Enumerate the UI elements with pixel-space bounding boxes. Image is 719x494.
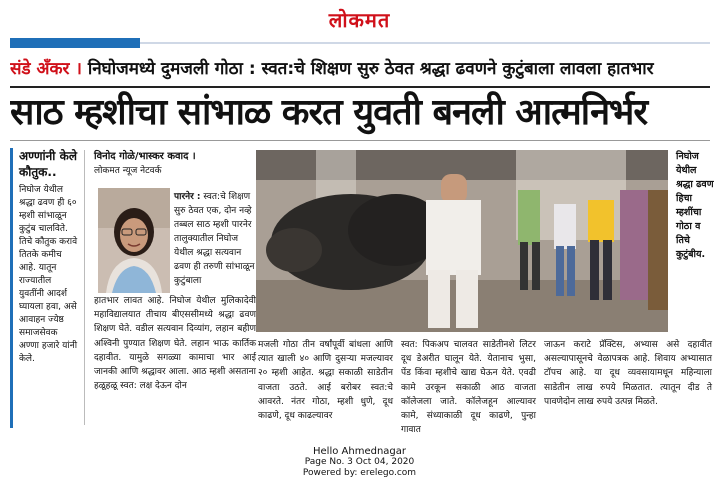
headline-rule-bottom bbox=[10, 140, 710, 141]
article-column-2: मजली गोठा तीन वर्षांपूर्वी बांधला आणि त्यात खाली ४० आणि दुसऱ्या मजल्यावर २० म्हशी आहेत. श्रद्धा सकाळी साडेतीन वाजता उठते. आई बरोबर स्वत:चे आवरते. नंतर गोठा, म्हशी धुणे, दूध काढणे, दूध काढल्यावर bbox=[258, 340, 393, 422]
sidebar-heading: अण्णांनी केले कौतुक.. bbox=[19, 149, 77, 179]
byline bbox=[94, 150, 254, 178]
main-photo bbox=[256, 150, 668, 332]
kicker bbox=[10, 56, 710, 84]
headline: साठ म्हशीचा सांभाळ करत युवती बनली आत्मनिर्भर bbox=[10, 92, 648, 133]
photo-caption: निघोज येथील श्रद्धा ढवण हिचा म्हशींचा गोठा व तिचे कुटुंबीय. bbox=[676, 151, 714, 260]
kicker-text: निघोजमध्ये दुमजली गोठा : स्वत:चे शिक्षण सुरु ठेवत श्रद्धा ढवणने कुटुंबाला लावला हातभार bbox=[87, 59, 654, 79]
masthead bbox=[0, 0, 719, 36]
page-footer bbox=[0, 446, 719, 479]
intro-paragraph bbox=[174, 190, 256, 288]
kicker-label: संडे अँकर bbox=[10, 59, 70, 79]
portrait-illustration bbox=[98, 188, 170, 293]
footer-edition: Hello Ahmednagar bbox=[313, 446, 406, 457]
sidebar-body: निघोज येथील श्रद्धा ढवण ही ६० म्हशी सांभाळून कुटुंब चालविते. तिचे कौतुक करावे तितके कमीच आहे. यातून राज्यातील युवतींनी आदर्श घ्यायला हवा, असे आवाहन ज्येष्ठ समाजसेवक अण्णा हजारे यांनी केले. bbox=[19, 185, 78, 364]
article-column-4: जाऊन कराटे प्रॅक्टिस, अभ्यास असे दहावीत असल्यापासूनचे वेळापत्रक आहे. शिवाय अभ्यासात टॉपच आहे. या दूध व्यवसायामधून महिन्याला साडेतीन लाख रुपये मिळतात. त्यातून दीड ते पावणेदोन लाख रुपये उत्पन्न मिळते. bbox=[544, 340, 712, 407]
column-divider bbox=[84, 150, 85, 425]
intro-text: स्वत:चे शिक्षण सुरु ठेवत एक, दोन नव्हे तब्बल साठ म्हशी पारनेर तालुक्यातील निघोज येथील श्रद्धा सत्यवान ढवण ही तरुणी सांभाळून कुटुंबाला bbox=[174, 192, 255, 286]
kicker-separator: । bbox=[75, 59, 82, 79]
cowshed-illustration bbox=[256, 150, 668, 332]
newspaper-logo: लोकमत bbox=[328, 8, 391, 32]
masthead-divider bbox=[140, 42, 710, 44]
article-column-3: स्वत: पिकअप चालवत साडेतीनशे लिटर दूध डेअरीत घालून येते. येतानाच भुसा, पेंड किंवा म्हशीचे खाद्य घेऊन येते. एवढी कामे उरकून सकाळी आठ वाजता कॉलेजला जाते. कॉलेजहून आल्यावर कामे, संध्याकाळी दूध काढणे, पुन्हा गावात bbox=[401, 340, 536, 436]
portrait-photo bbox=[98, 188, 170, 293]
footer-page-date: Page No. 3 Oct 04, 2020 bbox=[304, 457, 415, 467]
byline-agency: लोकमत न्यूज नेटवर्क bbox=[94, 166, 162, 176]
dateline: पारनेर : bbox=[174, 192, 201, 202]
sidebar-box bbox=[10, 148, 78, 428]
masthead-band bbox=[10, 38, 140, 48]
article-column-1: हातभार लावत आहे. निघोज येथील मुलिकादेवी महाविद्यालयात तीचाय बीएससीमध्ये श्रद्धा ढवण शिक्षण घेते. वडील सत्यवान दिव्यांग, लहान बहीण अश्विनी पुण्यात शिक्षण घेते. लहान भाऊ कार्तिक दहावीत. यामुळे सगळ्या कामाचा भार आई जानकी आणि श्रद्धावर आला. आठ म्हशी असताना हळूहळू स्वत: लक्ष देऊन दोन bbox=[94, 296, 256, 392]
footer-powered-by[interactable]: Powered by: erelego.com bbox=[302, 468, 417, 478]
byline-author: विनोद गोळे/भास्कर कवाद । bbox=[94, 151, 196, 162]
